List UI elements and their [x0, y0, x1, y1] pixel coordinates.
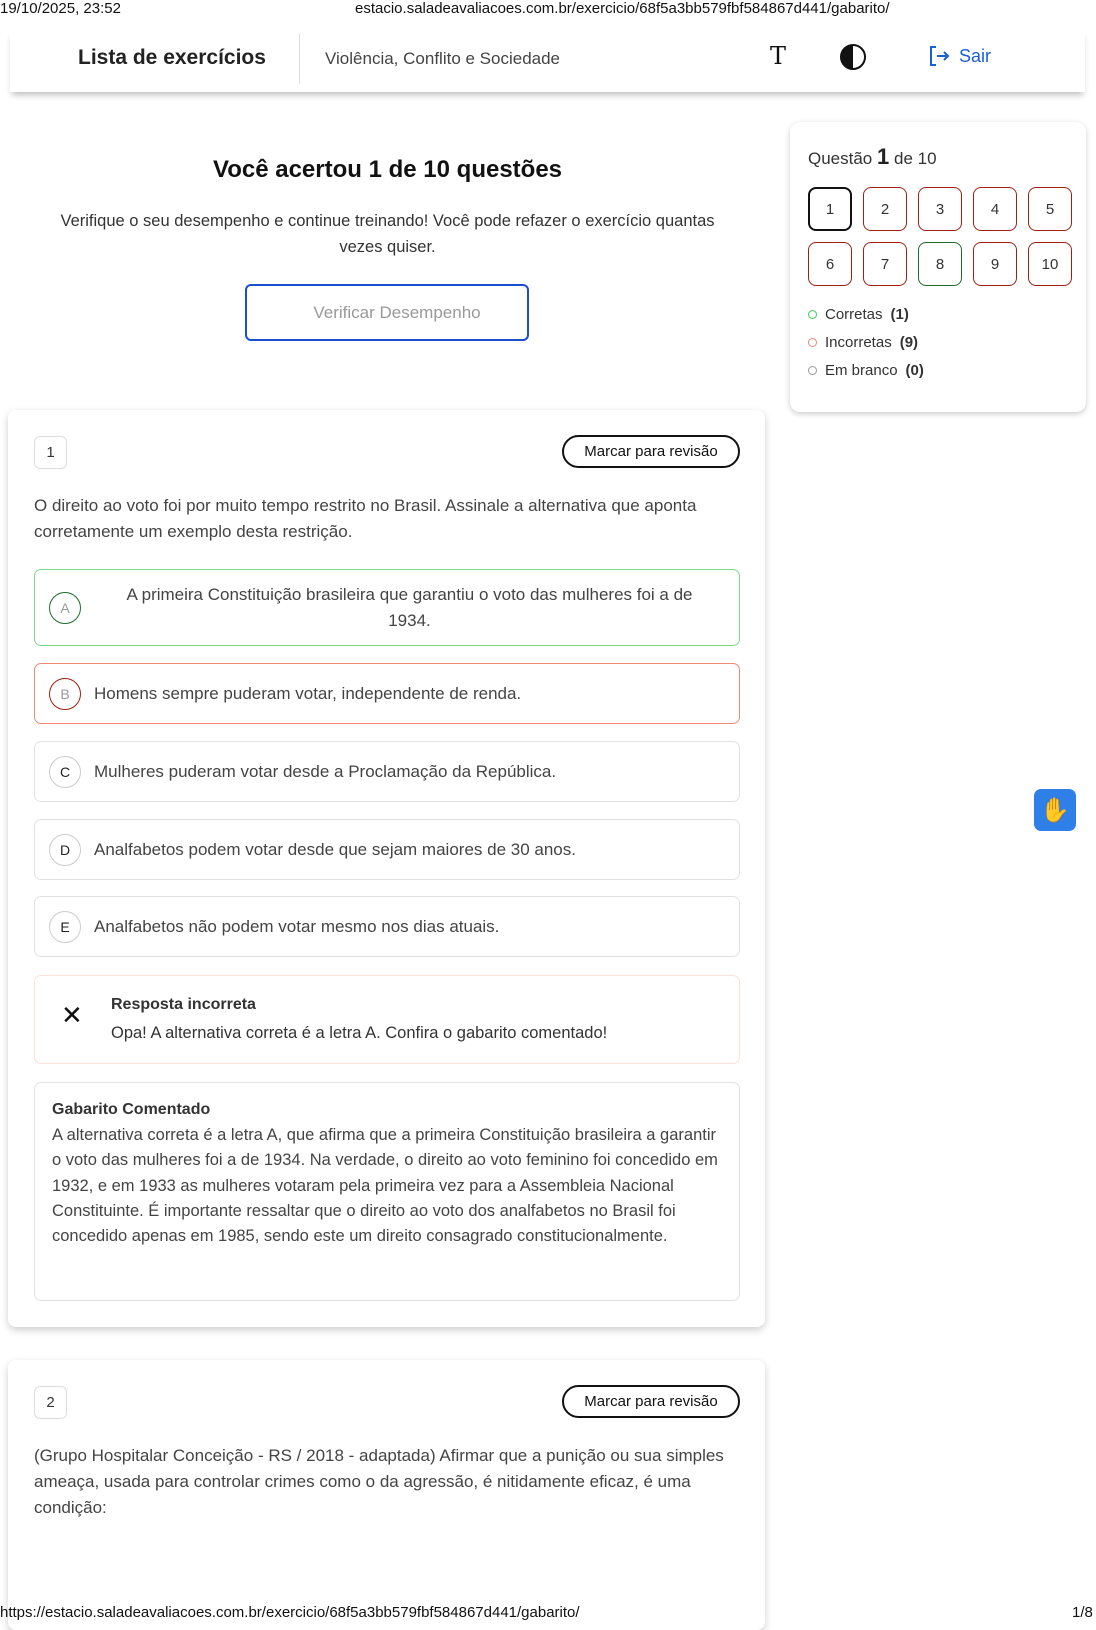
verify-performance-button[interactable]: Verificar Desempenho	[245, 284, 529, 341]
logout-button[interactable]	[927, 44, 991, 68]
sign-language-icon[interactable]: ✋	[1034, 789, 1076, 831]
question-grid	[808, 187, 1072, 286]
question-nav-6[interactable]: 6	[808, 242, 852, 286]
question-nav-8[interactable]: 8	[918, 242, 962, 286]
legend-count: (9)	[899, 333, 919, 351]
status-dot-icon	[808, 366, 817, 375]
option-b[interactable]	[34, 663, 740, 724]
question-nav-2[interactable]: 2	[863, 187, 907, 231]
question-nav-4[interactable]: 4	[973, 187, 1017, 231]
question-nav-5[interactable]: 5	[1028, 187, 1072, 231]
close-icon: ✕	[61, 1000, 83, 1030]
top-nav	[10, 30, 1085, 92]
feedback-incorrect	[34, 975, 740, 1064]
logout-label: Sair	[959, 45, 992, 66]
option-letter: A	[49, 592, 81, 624]
status-dot-icon	[808, 310, 817, 319]
option-letter: E	[49, 911, 81, 943]
legend-item	[808, 356, 924, 384]
question-navigator	[790, 122, 1086, 412]
option-text: A primeira Constituição brasileira que garantiu o voto das mulheres foi a de 1934.	[126, 584, 693, 630]
question-text: (Grupo Hospitalar Conceição - RS / 2018 - adaptada) Afirmar que a punição ou sua simples ameaça, usada para controlar crimes como o da agressão, é nitidamente eficaz, é uma condição:	[34, 1446, 724, 1517]
option-letter: D	[49, 834, 81, 866]
print-page-number: 1/8	[1072, 1604, 1093, 1621]
question-nav-9[interactable]: 9	[973, 242, 1017, 286]
option-text: Analfabetos não podem votar mesmo nos dias atuais.	[94, 916, 500, 936]
option-c[interactable]	[34, 741, 740, 802]
question-number: 1	[34, 436, 67, 469]
option-text: Mulheres puderam votar desde a Proclamação da República.	[94, 761, 557, 781]
question-nav-7[interactable]: 7	[863, 242, 907, 286]
legend-label: Corretas	[825, 305, 883, 323]
question-card-2	[8, 1360, 765, 1630]
answer-commentary	[34, 1082, 740, 1301]
option-text: Analfabetos podem votar desde que sejam maiores de 30 anos.	[94, 839, 576, 859]
print-footer-url: https://estacio.saladeavaliacoes.com.br/exercicio/68f5a3bb579fbf584867d441/gabarito/	[0, 1604, 580, 1621]
result-title: Você acertou 1 de 10 questões	[212, 156, 563, 183]
question-nav-10[interactable]: 10	[1028, 242, 1072, 286]
option-letter: C	[49, 756, 81, 788]
legend-item	[808, 300, 924, 328]
contrast-icon[interactable]	[840, 44, 866, 70]
option-text: Homens sempre puderam votar, independente de renda.	[94, 683, 522, 703]
result-text: Verifique o seu desempenho e continue treinando! Você pode refazer o exercício quantas vezes quiser.	[60, 212, 715, 256]
counter-current: 1	[877, 144, 890, 169]
status-dot-icon	[808, 338, 817, 347]
print-datetime: 19/10/2025, 23:52	[0, 0, 121, 17]
feedback-title: Resposta incorreta	[111, 996, 256, 1013]
mark-for-review-button[interactable]: Marcar para revisão	[562, 435, 740, 468]
option-a[interactable]	[34, 569, 740, 646]
print-url: estacio.saladeavaliacoes.com.br/exercicio/68f5a3bb579fbf584867d441/gabarito/	[355, 0, 890, 17]
question-nav-3[interactable]: 3	[918, 187, 962, 231]
font-size-icon[interactable]: T	[770, 42, 787, 70]
legend-item	[808, 328, 924, 356]
commentary-title: Gabarito Comentado	[52, 1101, 211, 1118]
app-title: Lista de exercícios	[78, 46, 266, 69]
question-number: 2	[34, 1386, 67, 1419]
logout-icon	[927, 44, 951, 68]
option-e[interactable]	[34, 896, 740, 957]
legend-count: (0)	[905, 361, 924, 379]
legend	[808, 300, 924, 384]
counter-label: Questão	[808, 149, 873, 168]
question-card-1	[8, 410, 765, 1327]
subject-title: Violência, Conflito e Sociedade	[325, 49, 561, 68]
legend-label: Incorretas	[825, 333, 892, 351]
question-counter	[808, 144, 937, 170]
legend-label: Em branco	[825, 361, 898, 379]
question-nav-1[interactable]: 1	[808, 187, 852, 231]
question-text: O direito ao voto foi por muito tempo restrito no Brasil. Assinale a alternativa que aponta corretamente um exemplo desta restrição.	[34, 496, 697, 541]
feedback-message: Opa! A alternativa correta é a letra A. Confira o gabarito comentado!	[111, 1024, 608, 1042]
divider	[299, 34, 300, 84]
commentary-text: A alternativa correta é a letra A, que afirma que a primeira Constituição brasileira a garantir o voto das mulheres foi a de 1934. Na verdade, o direito ao voto feminino foi concedido em 1932, e em 1933 as mulheres votaram pela primeira vez para a Assembleia Nacional Constituinte. É importante ressaltar que o direito ao voto dos analfabetos no Brasil foi concedido apenas em 1985, sendo este um direito consagrado constitucionalmente.	[52, 1126, 718, 1246]
legend-count: (1)	[890, 305, 909, 323]
counter-total: de 10	[893, 149, 937, 168]
option-d[interactable]	[34, 819, 740, 880]
option-letter: B	[49, 678, 81, 710]
mark-for-review-button[interactable]: Marcar para revisão	[562, 1385, 740, 1418]
